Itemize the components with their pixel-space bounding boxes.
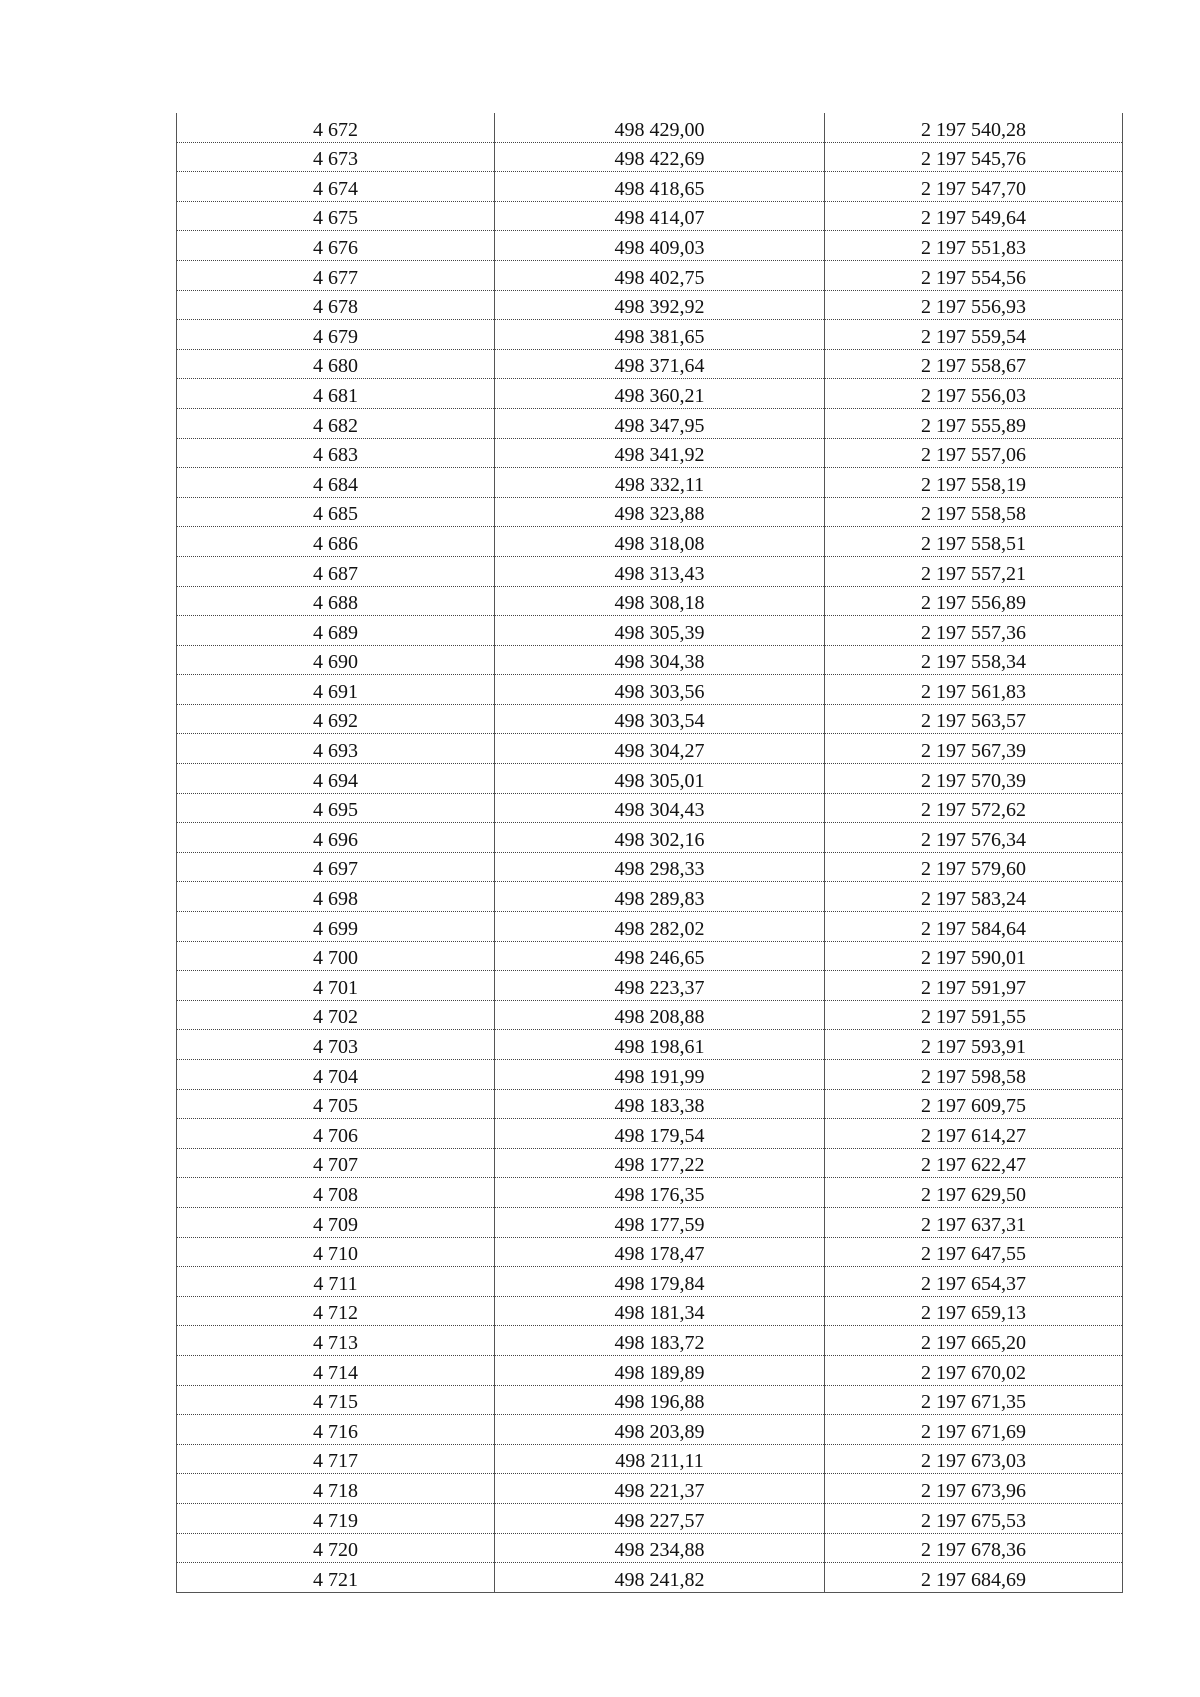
y-coordinate-cell: 2 197 647,55 bbox=[825, 1237, 1123, 1267]
x-coordinate-cell: 498 305,01 bbox=[495, 764, 825, 794]
x-coordinate-cell: 498 304,38 bbox=[495, 645, 825, 675]
y-coordinate-cell: 2 197 572,62 bbox=[825, 793, 1123, 823]
table-row bbox=[177, 1355, 1123, 1385]
table-row bbox=[177, 201, 1123, 231]
table-row bbox=[177, 1385, 1123, 1415]
y-coordinate-cell: 2 197 665,20 bbox=[825, 1326, 1123, 1356]
x-coordinate-cell: 498 177,59 bbox=[495, 1207, 825, 1237]
table-row bbox=[177, 852, 1123, 882]
y-coordinate-cell: 2 197 609,75 bbox=[825, 1089, 1123, 1119]
table-row bbox=[177, 1148, 1123, 1178]
y-coordinate-cell: 2 197 622,47 bbox=[825, 1148, 1123, 1178]
table-row bbox=[177, 1444, 1123, 1474]
x-coordinate-cell: 498 198,61 bbox=[495, 1030, 825, 1060]
point-number-cell: 4 720 bbox=[177, 1533, 495, 1563]
y-coordinate-cell: 2 197 659,13 bbox=[825, 1296, 1123, 1326]
y-coordinate-cell: 2 197 670,02 bbox=[825, 1355, 1123, 1385]
table-row bbox=[177, 468, 1123, 498]
point-number-cell: 4 695 bbox=[177, 793, 495, 823]
table-row bbox=[177, 586, 1123, 616]
point-number-cell: 4 676 bbox=[177, 231, 495, 261]
x-coordinate-cell: 498 371,64 bbox=[495, 349, 825, 379]
table-row bbox=[177, 260, 1123, 290]
x-coordinate-cell: 498 303,56 bbox=[495, 675, 825, 705]
table-row bbox=[177, 764, 1123, 794]
y-coordinate-cell: 2 197 540,28 bbox=[825, 113, 1123, 142]
x-coordinate-cell: 498 176,35 bbox=[495, 1178, 825, 1208]
point-number-cell: 4 711 bbox=[177, 1267, 495, 1297]
document-page bbox=[176, 113, 1122, 1593]
x-coordinate-cell: 498 418,65 bbox=[495, 172, 825, 202]
point-number-cell: 4 696 bbox=[177, 823, 495, 853]
point-number-cell: 4 710 bbox=[177, 1237, 495, 1267]
y-coordinate-cell: 2 197 563,57 bbox=[825, 704, 1123, 734]
y-coordinate-cell: 2 197 558,34 bbox=[825, 645, 1123, 675]
x-coordinate-cell: 498 246,65 bbox=[495, 941, 825, 971]
point-number-cell: 4 713 bbox=[177, 1326, 495, 1356]
y-coordinate-cell: 2 197 570,39 bbox=[825, 764, 1123, 794]
point-number-cell: 4 690 bbox=[177, 645, 495, 675]
point-number-cell: 4 678 bbox=[177, 290, 495, 320]
point-number-cell: 4 672 bbox=[177, 113, 495, 142]
x-coordinate-cell: 498 282,02 bbox=[495, 912, 825, 942]
x-coordinate-cell: 498 203,89 bbox=[495, 1415, 825, 1445]
point-number-cell: 4 701 bbox=[177, 971, 495, 1001]
point-number-cell: 4 683 bbox=[177, 438, 495, 468]
table-row bbox=[177, 1415, 1123, 1445]
x-coordinate-cell: 498 234,88 bbox=[495, 1533, 825, 1563]
point-number-cell: 4 686 bbox=[177, 527, 495, 557]
point-number-cell: 4 705 bbox=[177, 1089, 495, 1119]
table-row bbox=[177, 971, 1123, 1001]
y-coordinate-cell: 2 197 673,03 bbox=[825, 1444, 1123, 1474]
point-number-cell: 4 681 bbox=[177, 379, 495, 409]
x-coordinate-cell: 498 347,95 bbox=[495, 408, 825, 438]
y-coordinate-cell: 2 197 567,39 bbox=[825, 734, 1123, 764]
x-coordinate-cell: 498 181,34 bbox=[495, 1296, 825, 1326]
point-number-cell: 4 674 bbox=[177, 172, 495, 202]
x-coordinate-cell: 498 332,11 bbox=[495, 468, 825, 498]
table-row bbox=[177, 1089, 1123, 1119]
y-coordinate-cell: 2 197 590,01 bbox=[825, 941, 1123, 971]
x-coordinate-cell: 498 177,22 bbox=[495, 1148, 825, 1178]
y-coordinate-cell: 2 197 557,06 bbox=[825, 438, 1123, 468]
y-coordinate-cell: 2 197 678,36 bbox=[825, 1533, 1123, 1563]
y-coordinate-cell: 2 197 654,37 bbox=[825, 1267, 1123, 1297]
y-coordinate-cell: 2 197 557,36 bbox=[825, 616, 1123, 646]
point-number-cell: 4 697 bbox=[177, 852, 495, 882]
table-row bbox=[177, 113, 1123, 142]
table-row bbox=[177, 349, 1123, 379]
x-coordinate-cell: 498 341,92 bbox=[495, 438, 825, 468]
table-row bbox=[177, 1267, 1123, 1297]
point-number-cell: 4 685 bbox=[177, 497, 495, 527]
y-coordinate-cell: 2 197 614,27 bbox=[825, 1119, 1123, 1149]
table-row bbox=[177, 1326, 1123, 1356]
table-row bbox=[177, 1000, 1123, 1030]
table-row bbox=[177, 645, 1123, 675]
point-number-cell: 4 715 bbox=[177, 1385, 495, 1415]
point-number-cell: 4 714 bbox=[177, 1355, 495, 1385]
point-number-cell: 4 716 bbox=[177, 1415, 495, 1445]
table-row bbox=[177, 408, 1123, 438]
y-coordinate-cell: 2 197 583,24 bbox=[825, 882, 1123, 912]
point-number-cell: 4 698 bbox=[177, 882, 495, 912]
table-row bbox=[177, 882, 1123, 912]
y-coordinate-cell: 2 197 549,64 bbox=[825, 201, 1123, 231]
point-number-cell: 4 689 bbox=[177, 616, 495, 646]
coordinates-table-body bbox=[177, 113, 1123, 1592]
point-number-cell: 4 708 bbox=[177, 1178, 495, 1208]
x-coordinate-cell: 498 392,92 bbox=[495, 290, 825, 320]
y-coordinate-cell: 2 197 556,93 bbox=[825, 290, 1123, 320]
x-coordinate-cell: 498 304,27 bbox=[495, 734, 825, 764]
point-number-cell: 4 703 bbox=[177, 1030, 495, 1060]
table-row bbox=[177, 941, 1123, 971]
y-coordinate-cell: 2 197 558,51 bbox=[825, 527, 1123, 557]
y-coordinate-cell: 2 197 561,83 bbox=[825, 675, 1123, 705]
table-row bbox=[177, 704, 1123, 734]
table-row bbox=[177, 1237, 1123, 1267]
y-coordinate-cell: 2 197 558,58 bbox=[825, 497, 1123, 527]
table-row bbox=[177, 1030, 1123, 1060]
table-row bbox=[177, 1503, 1123, 1533]
y-coordinate-cell: 2 197 591,55 bbox=[825, 1000, 1123, 1030]
x-coordinate-cell: 498 381,65 bbox=[495, 320, 825, 350]
y-coordinate-cell: 2 197 629,50 bbox=[825, 1178, 1123, 1208]
x-coordinate-cell: 498 183,72 bbox=[495, 1326, 825, 1356]
y-coordinate-cell: 2 197 547,70 bbox=[825, 172, 1123, 202]
y-coordinate-cell: 2 197 554,56 bbox=[825, 260, 1123, 290]
point-number-cell: 4 694 bbox=[177, 764, 495, 794]
x-coordinate-cell: 498 183,38 bbox=[495, 1089, 825, 1119]
table-row bbox=[177, 527, 1123, 557]
point-number-cell: 4 721 bbox=[177, 1563, 495, 1593]
table-row bbox=[177, 556, 1123, 586]
x-coordinate-cell: 498 191,99 bbox=[495, 1060, 825, 1090]
table-row bbox=[177, 497, 1123, 527]
x-coordinate-cell: 498 241,82 bbox=[495, 1563, 825, 1593]
y-coordinate-cell: 2 197 557,21 bbox=[825, 556, 1123, 586]
point-number-cell: 4 712 bbox=[177, 1296, 495, 1326]
table-row bbox=[177, 1207, 1123, 1237]
x-coordinate-cell: 498 302,16 bbox=[495, 823, 825, 853]
x-coordinate-cell: 498 409,03 bbox=[495, 231, 825, 261]
point-number-cell: 4 675 bbox=[177, 201, 495, 231]
y-coordinate-cell: 2 197 556,89 bbox=[825, 586, 1123, 616]
x-coordinate-cell: 498 360,21 bbox=[495, 379, 825, 409]
x-coordinate-cell: 498 221,37 bbox=[495, 1474, 825, 1504]
point-number-cell: 4 687 bbox=[177, 556, 495, 586]
x-coordinate-cell: 498 308,18 bbox=[495, 586, 825, 616]
point-number-cell: 4 700 bbox=[177, 941, 495, 971]
table-row bbox=[177, 823, 1123, 853]
x-coordinate-cell: 498 318,08 bbox=[495, 527, 825, 557]
y-coordinate-cell: 2 197 671,35 bbox=[825, 1385, 1123, 1415]
x-coordinate-cell: 498 189,89 bbox=[495, 1355, 825, 1385]
x-coordinate-cell: 498 179,84 bbox=[495, 1267, 825, 1297]
point-number-cell: 4 673 bbox=[177, 142, 495, 172]
y-coordinate-cell: 2 197 671,69 bbox=[825, 1415, 1123, 1445]
table-row bbox=[177, 1060, 1123, 1090]
x-coordinate-cell: 498 289,83 bbox=[495, 882, 825, 912]
x-coordinate-cell: 498 211,11 bbox=[495, 1444, 825, 1474]
table-row bbox=[177, 675, 1123, 705]
table-row bbox=[177, 1474, 1123, 1504]
point-number-cell: 4 717 bbox=[177, 1444, 495, 1474]
table-row bbox=[177, 379, 1123, 409]
point-number-cell: 4 702 bbox=[177, 1000, 495, 1030]
x-coordinate-cell: 498 402,75 bbox=[495, 260, 825, 290]
y-coordinate-cell: 2 197 558,67 bbox=[825, 349, 1123, 379]
point-number-cell: 4 693 bbox=[177, 734, 495, 764]
table-row bbox=[177, 1178, 1123, 1208]
point-number-cell: 4 719 bbox=[177, 1503, 495, 1533]
x-coordinate-cell: 498 313,43 bbox=[495, 556, 825, 586]
point-number-cell: 4 706 bbox=[177, 1119, 495, 1149]
y-coordinate-cell: 2 197 558,19 bbox=[825, 468, 1123, 498]
point-number-cell: 4 684 bbox=[177, 468, 495, 498]
point-number-cell: 4 677 bbox=[177, 260, 495, 290]
x-coordinate-cell: 498 208,88 bbox=[495, 1000, 825, 1030]
point-number-cell: 4 682 bbox=[177, 408, 495, 438]
x-coordinate-cell: 498 323,88 bbox=[495, 497, 825, 527]
y-coordinate-cell: 2 197 579,60 bbox=[825, 852, 1123, 882]
table-row bbox=[177, 142, 1123, 172]
table-row bbox=[177, 320, 1123, 350]
point-number-cell: 4 704 bbox=[177, 1060, 495, 1090]
y-coordinate-cell: 2 197 675,53 bbox=[825, 1503, 1123, 1533]
table-row bbox=[177, 290, 1123, 320]
y-coordinate-cell: 2 197 591,97 bbox=[825, 971, 1123, 1001]
y-coordinate-cell: 2 197 576,34 bbox=[825, 823, 1123, 853]
point-number-cell: 4 680 bbox=[177, 349, 495, 379]
y-coordinate-cell: 2 197 673,96 bbox=[825, 1474, 1123, 1504]
point-number-cell: 4 707 bbox=[177, 1148, 495, 1178]
coordinates-table bbox=[176, 113, 1123, 1593]
y-coordinate-cell: 2 197 598,58 bbox=[825, 1060, 1123, 1090]
point-number-cell: 4 692 bbox=[177, 704, 495, 734]
y-coordinate-cell: 2 197 559,54 bbox=[825, 320, 1123, 350]
x-coordinate-cell: 498 179,54 bbox=[495, 1119, 825, 1149]
y-coordinate-cell: 2 197 551,83 bbox=[825, 231, 1123, 261]
point-number-cell: 4 691 bbox=[177, 675, 495, 705]
x-coordinate-cell: 498 223,37 bbox=[495, 971, 825, 1001]
y-coordinate-cell: 2 197 556,03 bbox=[825, 379, 1123, 409]
point-number-cell: 4 709 bbox=[177, 1207, 495, 1237]
x-coordinate-cell: 498 196,88 bbox=[495, 1385, 825, 1415]
y-coordinate-cell: 2 197 684,69 bbox=[825, 1563, 1123, 1593]
x-coordinate-cell: 498 303,54 bbox=[495, 704, 825, 734]
table-row bbox=[177, 616, 1123, 646]
point-number-cell: 4 699 bbox=[177, 912, 495, 942]
point-number-cell: 4 718 bbox=[177, 1474, 495, 1504]
y-coordinate-cell: 2 197 545,76 bbox=[825, 142, 1123, 172]
table-row bbox=[177, 1533, 1123, 1563]
point-number-cell: 4 688 bbox=[177, 586, 495, 616]
x-coordinate-cell: 498 422,69 bbox=[495, 142, 825, 172]
table-row bbox=[177, 734, 1123, 764]
x-coordinate-cell: 498 429,00 bbox=[495, 113, 825, 142]
table-row bbox=[177, 912, 1123, 942]
table-row bbox=[177, 1563, 1123, 1593]
x-coordinate-cell: 498 178,47 bbox=[495, 1237, 825, 1267]
table-row bbox=[177, 172, 1123, 202]
x-coordinate-cell: 498 305,39 bbox=[495, 616, 825, 646]
x-coordinate-cell: 498 227,57 bbox=[495, 1503, 825, 1533]
y-coordinate-cell: 2 197 584,64 bbox=[825, 912, 1123, 942]
table-row bbox=[177, 1119, 1123, 1149]
table-row bbox=[177, 1296, 1123, 1326]
table-row bbox=[177, 793, 1123, 823]
table-row bbox=[177, 438, 1123, 468]
y-coordinate-cell: 2 197 555,89 bbox=[825, 408, 1123, 438]
x-coordinate-cell: 498 298,33 bbox=[495, 852, 825, 882]
x-coordinate-cell: 498 414,07 bbox=[495, 201, 825, 231]
y-coordinate-cell: 2 197 637,31 bbox=[825, 1207, 1123, 1237]
point-number-cell: 4 679 bbox=[177, 320, 495, 350]
y-coordinate-cell: 2 197 593,91 bbox=[825, 1030, 1123, 1060]
x-coordinate-cell: 498 304,43 bbox=[495, 793, 825, 823]
table-row bbox=[177, 231, 1123, 261]
